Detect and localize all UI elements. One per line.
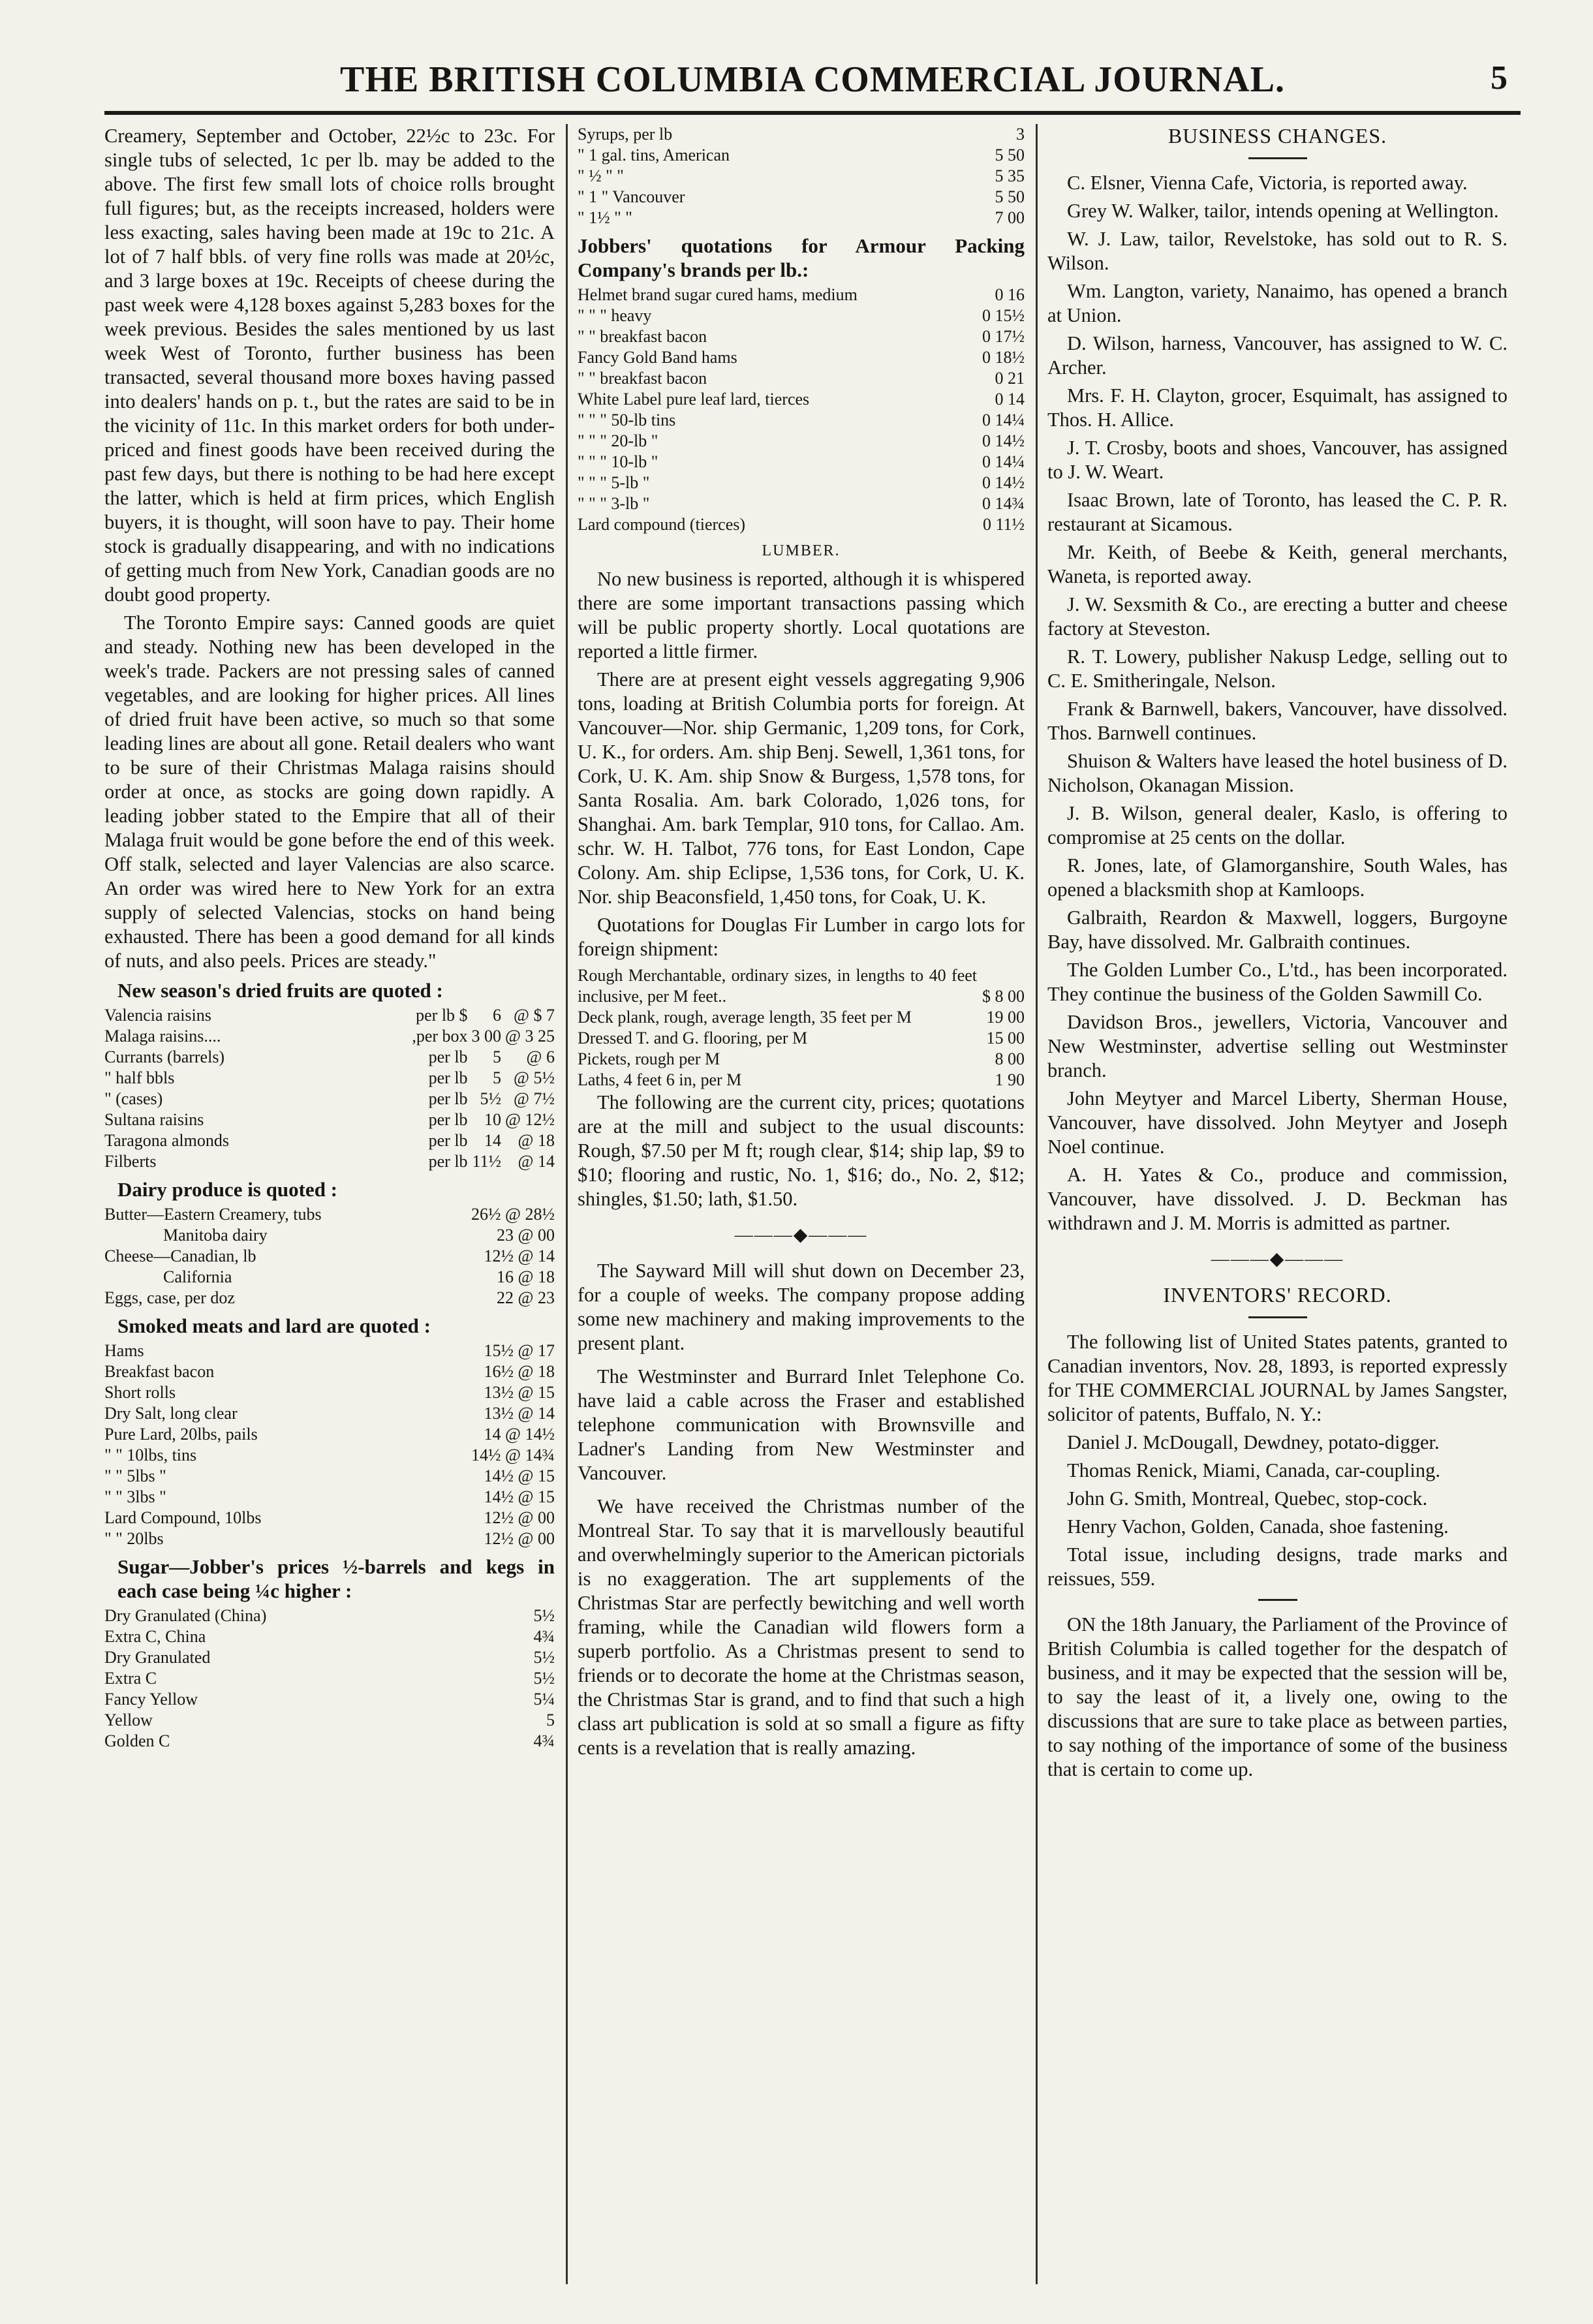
price-row: " half bbls per lb 5 @ 5½ [104, 1068, 555, 1087]
armour-table [578, 285, 1025, 535]
lumber-heading: LUMBER. [762, 542, 841, 559]
price-row: " 1 " Vancouver 5 50 [578, 187, 1025, 206]
parliament-paragraph: ON the 18th January, the Parliament of the Province of British Columbia is called together for the despatch of business, and it may be expected that the session will be, to say the least of it, a lively one, owing to the discussions that are sure to take place as between parties, to say nothing of the importance of some of the business that is certain to come up. [1047, 1613, 1508, 1780]
article-paragraph: The following are the current city, prices; quotations are at the mill and subject to the usual discounts: Rough, $7.50 per M ft; rough clear, $14; ship lap, $9 to $10; flooring and rustic, No. 1, $16; do., No. 2, $12; shingles, $1.50; lath, $1.50. [578, 1091, 1025, 1210]
sugar-heading: Sugar—Jobber's prices ½-barrels and kegs in each case being ¼c higher : [117, 1555, 555, 1602]
business-change-item: The Golden Lumber Co., L'td., has been incorporated. They continue the business of the Golden Sawmill Co. [1047, 959, 1508, 1005]
smoked-meats-heading: Smoked meats and lard are quoted : [117, 1314, 431, 1337]
price-row: Dressed T. and G. flooring, per M 15 00 [578, 1029, 1025, 1047]
price-row: " ½ " " 5 35 [578, 166, 1025, 185]
price-row: Hams 15½ @ 17 [104, 1341, 555, 1360]
business-change-item: John Meytyer and Marcel Liberty, Sherman House, Vancouver, have dissolved. John Meytyer and Joseph Noel continue. [1047, 1087, 1508, 1158]
section-rule [1258, 1599, 1297, 1601]
dairy-heading: Dairy produce is quoted : [117, 1178, 338, 1201]
price-row: Cheese—Canadian, lb 12½ @ 14 [104, 1247, 555, 1265]
price-row: Valencia raisins per lb $ 6 @ $ 7 [104, 1006, 555, 1025]
business-change-item: J. B. Wilson, general dealer, Kaslo, is offering to compromise at 25 cents on the dollar. [1047, 802, 1508, 848]
inventor-item: Daniel J. McDougall, Dewdney, potato-digger. [1067, 1431, 1440, 1453]
article-paragraph: We have received the Christmas number of the Montreal Star. To say that it is marvellously beautiful and overwhelmingly superior to the American pictorials is no exaggeration. The art supplements of the Christmas Star are perfectly bewitching and well worth framing, while the Canadian wild flowers form a superb portfolio. As a Christmas present to send to friends or to decorate the home at the Christmas season, the Christmas Star is grand, and to find that such a high class art publication is sold at so small a figure as fifty cents is a revelation that is really amazing. [578, 1495, 1025, 1759]
business-change-item: Isaac Brown, late of Toronto, has leased the C. P. R. restaurant at Sicamous. [1047, 489, 1508, 535]
syrups-table [578, 124, 1025, 228]
heading-rule [1248, 157, 1307, 159]
price-row: Dry Salt, long clear 13½ @ 14 [104, 1404, 555, 1423]
column-1 [104, 124, 555, 2284]
business-change-item: C. Elsner, Vienna Cafe, Victoria, is reported away. [1067, 172, 1468, 194]
price-row: " 1½ " " 7 00 [578, 208, 1025, 227]
heading-rule [1248, 1316, 1307, 1318]
price-row: " (cases) per lb 5½ @ 7½ [104, 1089, 555, 1108]
price-row: Butter—Eastern Creamery, tubs 26½ @ 28½ [104, 1205, 555, 1224]
inventors-intro: The following list of United States patents, granted to Canadian inventors, Nov. 28, 1893, is reported expressly for THE COMMERCIAL JOURNAL by James Sangster, solicitor of patents, Buffalo, N. Y.: [1047, 1331, 1508, 1425]
business-change-item: D. Wilson, harness, Vancouver, has assigned to W. C. Archer. [1047, 332, 1508, 379]
price-row: Filberts per lb 11½ @ 14 [104, 1152, 555, 1171]
price-row: Yellow 5 [104, 1711, 555, 1729]
section-divider: ———◆——— [734, 1225, 868, 1245]
price-row: Short rolls 13½ @ 15 [104, 1383, 555, 1402]
price-row: " " 20lbs 12½ @ 00 [104, 1529, 555, 1548]
business-change-item: Wm. Langton, variety, Nanaimo, has opened a branch at Union. [1047, 280, 1508, 326]
journal-title: THE BRITISH COLUMBIA COMMERCIAL JOURNAL. [340, 59, 1285, 100]
business-changes-heading: BUSINESS CHANGES. [1168, 124, 1387, 147]
price-row: Fancy Gold Band hams 0 18½ [578, 348, 1025, 367]
price-row: Deck plank, rough, average length, 35 feet per M 19 00 [578, 1008, 1025, 1027]
inventor-item: Total issue, including designs, trade marks and reissues, 559. [1047, 1543, 1508, 1590]
price-row: " " 10lbs, tins 14½ @ 14¾ [104, 1446, 555, 1464]
armour-heading: Jobbers' quotations for Armour Packing Company's brands per lb.: [578, 234, 1025, 281]
price-row: " " 5lbs " 14½ @ 15 [104, 1466, 555, 1485]
newspaper-page [104, 39, 1521, 2284]
article-paragraph: The Westminster and Burrard Inlet Telephone Co. have laid a cable across the Fraser and established telephone communication with Brownsville and Ladner's Landing from New Westminster and Vancouver. [578, 1365, 1025, 1484]
business-change-item: Mr. Keith, of Beebe & Keith, general merchants, Waneta, is reported away. [1047, 541, 1508, 587]
price-row: " " " 10-lb " 0 14¼ [578, 452, 1025, 471]
column-2 [578, 124, 1025, 2284]
inventor-item: John G. Smith, Montreal, Quebec, stop-cock. [1067, 1487, 1428, 1510]
columns [104, 124, 1521, 2284]
inventor-item: Thomas Renick, Miami, Canada, car-coupling. [1067, 1459, 1440, 1481]
inventors-heading: INVENTORS' RECORD. [1163, 1283, 1392, 1307]
price-row: White Label pure leaf lard, tierces 0 14 [578, 390, 1025, 409]
business-change-item: R. T. Lowery, publisher Nakusp Ledge, selling out to C. E. Smitheringale, Nelson. [1047, 645, 1508, 692]
price-row: Taragona almonds per lb 14 @ 18 [104, 1131, 555, 1150]
price-row: Eggs, case, per doz 22 @ 23 [104, 1288, 555, 1307]
article-paragraph: The Toronto Empire says: Canned goods are quiet and steady. Nothing new has been developed in the week's trade. Packers are not pressing sales of canned vegetables, and are looking for higher prices. All lines of dried fruit have been active, so much so that some leading lines are about all gone. Retail dealers who want to be sure of their Christmas Malaga raisins should order at once, as stocks are going down rapidly. A leading jobber stated to the Empire that all of their Malaga fruit would be gone before the end of this week. Off stalk, selected and layer Valencias are also scarce. An order was wired here to New York for an extra supply of selected Valencias, stocks on hand being exhausted. There has been a good demand for all kinds of nuts, and also peels. Prices are steady." [104, 612, 555, 972]
article-paragraph: The Sayward Mill will shut down on December 23, for a couple of weeks. The company propose adding some new machinery and making improvements to the present plant. [578, 1260, 1025, 1354]
dried-fruits-table [104, 1005, 555, 1172]
price-row: Rough Merchantable, ordinary sizes, in lengths to 40 feet inclusive, per M feet.. $ 8 00 [578, 966, 1025, 1006]
business-change-item: Galbraith, Reardon & Maxwell, loggers, Burgoyne Bay, have dissolved. Mr. Galbraith continues. [1047, 906, 1508, 953]
business-change-item: Frank & Barnwell, bakers, Vancouver, have dissolved. Thos. Barnwell continues. [1047, 698, 1508, 744]
article-paragraph: Quotations for Douglas Fir Lumber in cargo lots for foreign shipment: [578, 914, 1025, 960]
business-change-item: Grey W. Walker, tailor, intends opening at Wellington. [1067, 200, 1499, 222]
price-row: " 1 gal. tins, American 5 50 [578, 146, 1025, 164]
business-change-item: W. J. Law, tailor, Revelstoke, has sold out to R. S. Wilson. [1047, 228, 1508, 274]
price-row: Manitoba dairy 23 @ 00 [163, 1226, 555, 1245]
price-row: " " " 20-lb " 0 14½ [578, 431, 1025, 450]
page-number: 5 [1491, 59, 1508, 97]
masthead [104, 39, 1521, 115]
price-row: Golden C 4¾ [104, 1731, 555, 1750]
smoked-meats-table [104, 1340, 555, 1549]
price-row: Malaga raisins.... ,per box 3 00 @ 3 25 [104, 1027, 555, 1046]
dairy-table [104, 1204, 555, 1309]
business-change-item: J. T. Crosby, boots and shoes, Vancouver, has assigned to J. W. Weart. [1047, 437, 1508, 483]
price-row: " " " 3-lb " 0 14¾ [578, 494, 1025, 513]
price-row: Extra C, China 4¾ [104, 1627, 555, 1646]
price-row: Dry Granulated (China) 5½ [104, 1606, 555, 1625]
section-divider: ———◆——— [1211, 1249, 1344, 1269]
price-row: Pickets, rough per M 8 00 [578, 1049, 1025, 1068]
fir-lumber-table [578, 965, 1025, 1091]
price-row: " " breakfast bacon 0 17½ [578, 327, 1025, 346]
dried-fruits-heading: New season's dried fruits are quoted : [117, 979, 443, 1002]
price-row: Helmet brand sugar cured hams, medium 0 16 [578, 285, 1025, 304]
price-row: " " " 5-lb " 0 14½ [578, 473, 1025, 492]
article-paragraph: No new business is reported, although it is whispered there are some important transactions passing which will be public property shortly. Local quotations are reported a little firmer. [578, 568, 1025, 662]
business-change-item: R. Jones, late, of Glamorganshire, South Wales, has opened a blacksmith shop at Kamloops. [1047, 854, 1508, 901]
price-row: Currants (barrels) per lb 5 @ 6 [104, 1047, 555, 1066]
price-row: Extra C 5½ [104, 1669, 555, 1688]
article-paragraph: Creamery, September and October, 22½c to 23c. For single tubs of selected, 1c per lb. may be added to the above. The first few small lots of choice rolls brought full figures; but, as the receipts increased, holders were less exacting, sales having been made at 19c to 21c. A lot of 7 half bbls. of very fine rolls was made at 20½c, and 3 large boxes at 19c. Receipts of cheese during the past week were 4,128 boxes against 5,283 boxes for the week previous. Besides the sales mentioned by us last week West of Toronto, further business has been transacted, several thousand more boxes having passed into dealers' hands on p. t., but the rates are said to be in the vicinity of 11c. In this market orders for both under-priced and finest goods have been received during the past few days, but there is nothing to be had here except the latter, which is held at firm prices, which English buyers, it is thought, will soon have to pay. Their home stock is gradually disappearing, and with no indications of getting much from New York, Canadian goods are no doubt good property. [104, 125, 555, 606]
column-rule [566, 124, 568, 2284]
business-change-item: Davidson Bros., jewellers, Victoria, Vancouver and New Westminster, advertise selling out Westminster branch. [1047, 1011, 1508, 1081]
price-row: " " " heavy 0 15½ [578, 306, 1025, 325]
price-row: " " " 50-lb tins 0 14¼ [578, 411, 1025, 429]
price-row: " " 3lbs " 14½ @ 15 [104, 1487, 555, 1506]
price-row: California 16 @ 18 [163, 1267, 555, 1286]
price-row: Dry Granulated 5½ [104, 1648, 555, 1667]
price-row: " " breakfast bacon 0 21 [578, 369, 1025, 388]
article-paragraph: There are at present eight vessels aggregating 9,906 tons, loading at British Columbia ports for foreign. At Vancouver—Nor. ship Germanic, 1,209 tons, for Cork, U. K., for orders. Am. ship Benj. Sewell, 1,361 tons, for Cork, U. K. Am. ship Snow & Burgess, 1,578 tons, for Santa Rosalia. Am. bark Colorado, 1,026 tons, for Shanghai. Am. bark Templar, 910 tons, for Callao. Am. schr. W. H. Talbot, 776 tons, for East London, Cape Colony. Am. ship Eclipse, 1,536 tons, for Cork, U. K. Nor. ship Beaconsfield, 1,450 tons, for Coak, U. K. [578, 668, 1025, 908]
business-change-item: Mrs. F. H. Clayton, grocer, Esquimalt, has assigned to Thos. H. Allice. [1047, 384, 1508, 431]
price-row: Sultana raisins per lb 10 @ 12½ [104, 1110, 555, 1129]
business-change-item: Shuison & Walters have leased the hotel business of D. Nicholson, Okanagan Mission. [1047, 750, 1508, 796]
price-row: Pure Lard, 20lbs, pails 14 @ 14½ [104, 1425, 555, 1444]
inventor-item: Henry Vachon, Golden, Canada, shoe fastening. [1067, 1515, 1449, 1538]
price-row: Fancy Yellow 5¼ [104, 1690, 555, 1709]
sugar-table [104, 1605, 555, 1752]
price-row: Syrups, per lb 3 [578, 125, 1025, 144]
column-rule [1036, 124, 1038, 2284]
business-change-item: J. W. Sexsmith & Co., are erecting a butter and cheese factory at Steveston. [1047, 593, 1508, 640]
business-change-item: A. H. Yates & Co., produce and commission, Vancouver, have dissolved. J. D. Beckman has withdrawn and J. M. Morris is admitted as partner. [1047, 1164, 1508, 1234]
price-row: Breakfast bacon 16½ @ 18 [104, 1362, 555, 1381]
price-row: Lard compound (tierces) 0 11½ [578, 515, 1025, 534]
price-row: Laths, 4 feet 6 in, per M 1 90 [578, 1070, 1025, 1089]
column-3 [1047, 124, 1508, 2284]
price-row: Lard Compound, 10lbs 12½ @ 00 [104, 1508, 555, 1527]
